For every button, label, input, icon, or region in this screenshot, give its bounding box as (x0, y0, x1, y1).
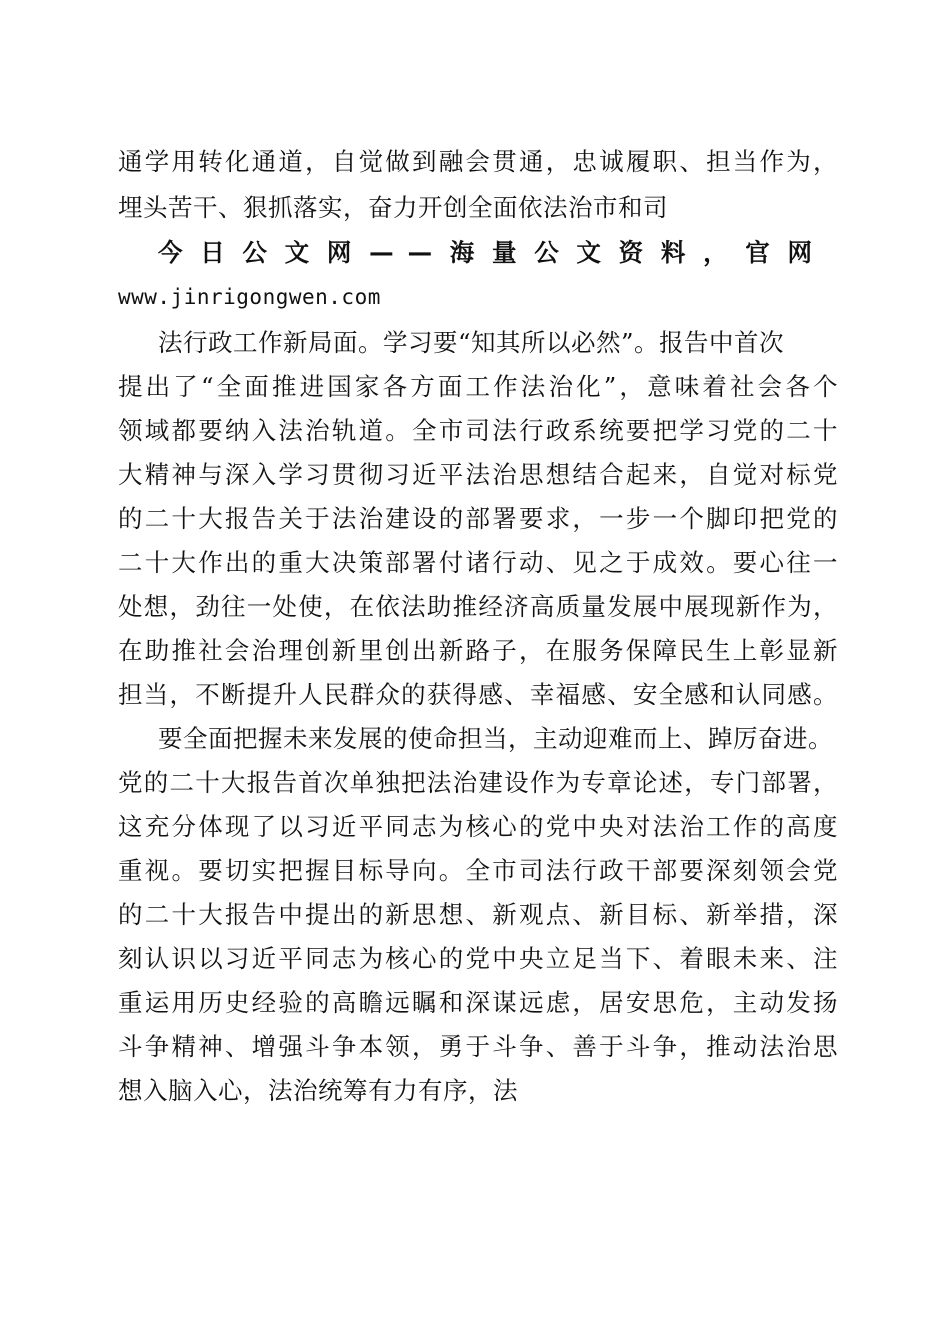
paragraph-line: 处想，劲往一处使，在依法助推经济高质量发展中展现新作为， (118, 592, 838, 621)
paragraph-line: 在助推社会治理创新里创出新路子，在服务保障民生上彰显新 (118, 636, 838, 665)
text-line: 通学用转化通道，自觉做到融会贯通，忠诚履职、担当作为， (118, 147, 838, 176)
paragraph-line: 重运用历史经验的高瞻远瞩和深谋远虑，居安思危，主动发扬 (118, 988, 838, 1017)
paragraph-line: 这充分体现了以习近平同志为核心的党中央对法治工作的高度 (118, 812, 838, 841)
paragraph-line: 二十大作出的重大决策部署付诸行动、见之于成效。要心往一 (118, 548, 838, 577)
paragraph-line: 大精神与深入学习贯彻习近平法治思想结合起来，自觉对标党 (118, 460, 838, 489)
paragraph-line: 的二十大报告中提出的新思想、新观点、新目标、新举措，深 (118, 900, 838, 929)
paragraph-line: 提出了“全面推进国家各方面工作法治化”，意味着社会各个 (118, 372, 838, 401)
paragraph-line: 法行政工作新局面。学习要“知其所以必然”。报告中首次 (158, 328, 785, 357)
paragraph-line: 领域都要纳入法治轨道。全市司法行政系统要把学习党的二十 (118, 416, 838, 445)
paragraph-line: 斗争精神、增强斗争本领，勇于斗争、善于斗争，推动法治思 (118, 1032, 838, 1061)
paragraph-line: 党的二十大报告首次单独把法治建设作为专章论述，专门部署， (118, 768, 838, 797)
text-line: 埋头苦干、狠抓落实，奋力开创全面依法治市和司 (118, 193, 668, 222)
paragraph-line: 的二十大报告关于法治建设的部署要求，一步一个脚印把党的 (118, 504, 838, 533)
paragraph-line: 重视。要切实把握目标导向。全市司法行政干部要深刻领会党 (118, 856, 838, 885)
watermark-url: www.jinrigongwen.com (118, 285, 381, 309)
watermark-banner: 今日公文网——海量公文资料，官网 (158, 238, 826, 267)
paragraph-line: 刻认识以习近平同志为核心的党中央立足当下、着眼未来、注 (118, 944, 838, 973)
paragraph-line: 要全面把握未来发展的使命担当，主动迎难而上、踔厉奋进。 (158, 724, 833, 753)
paragraph-line: 想入脑入心，法治统筹有力有序，法 (118, 1076, 518, 1105)
paragraph-line: 担当，不断提升人民群众的获得感、幸福感、安全感和认同感。 (118, 680, 838, 709)
